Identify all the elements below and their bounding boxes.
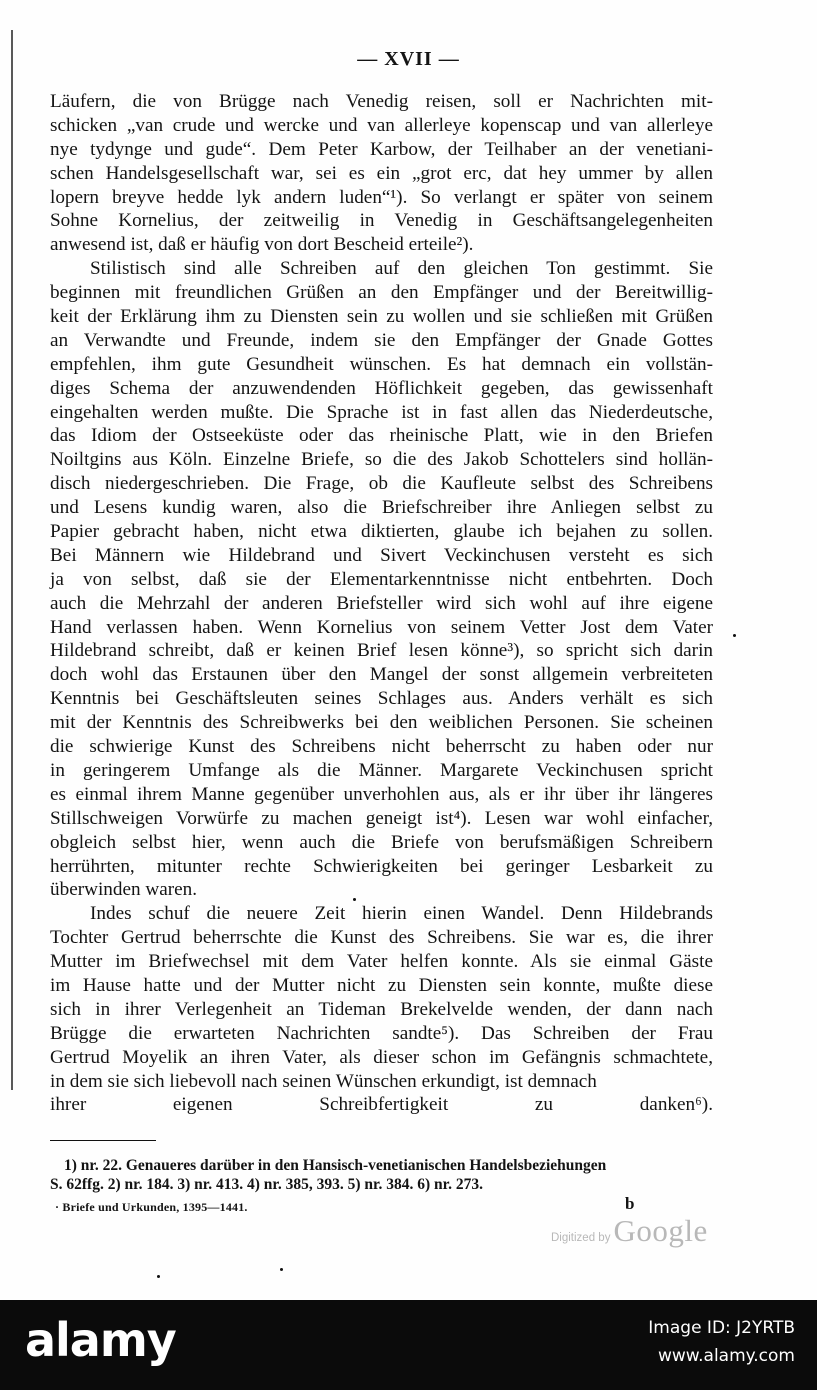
- text-line: Mutter im Briefwechsel mit dem Vater helfen konnte. Als sie einmal Gäste: [50, 951, 713, 973]
- text-line: obgleich selbst hier, wenn auch die Briefe von berufsmäßigen Schreibern: [50, 831, 713, 853]
- signature-line: · Briefe und Urkunden, 1395—1441.: [55, 1200, 248, 1214]
- text-line: Noiltgins aus Köln. Einzelne Briefe, so die des Jakob Schottelers sind hollän-: [50, 449, 713, 471]
- text-line: diges Schema der anzuwendenden Höflichkeit gegeben, das gewissenhaft: [50, 377, 713, 399]
- digitized-by-label: Digitized by: [551, 1232, 611, 1244]
- text-line: die schwierige Kunst des Schreibens nicht beherrscht zu haben oder nur: [50, 736, 713, 758]
- text-line: Hand verlassen haben. Wenn Kornelius von seinem Vetter Jost dem Vater: [50, 616, 713, 638]
- stock-url: www.alamy.com: [657, 1346, 795, 1366]
- text-line: Hildebrand schreibt, daß er keinen Brief lesen könne³), so spricht sich darin: [50, 640, 713, 662]
- text-line: empfehlen, ihm gute Gesundheit wünschen. Es hat demnach ein vollstän-: [50, 353, 713, 375]
- text-line: in geringerem Umfange als die Männer. Margarete Veckinchusen spricht: [50, 759, 713, 781]
- speck: [157, 1275, 160, 1278]
- text-line: auch die Mehrzahl der anderen Briefsteller wird sich wohl auf ihre eigene: [50, 592, 713, 614]
- text-line: lopern breyve hedde lyk andern luden“¹). So verlangt er später von seinem: [50, 186, 713, 208]
- footnote-ref: S. 62ffg.: [50, 1176, 104, 1193]
- footnote-ref: 6) nr. 273.: [417, 1176, 483, 1193]
- footnote-line: 1) nr. 22. Genaueres darüber in den Hansisch-venetianischen Handelsbeziehungen: [64, 1157, 607, 1174]
- footnote-rule: [50, 1140, 156, 1141]
- text-line: Gertrud Moyelik an ihren Vater, als dieser schon im Gefängnis schmachtete,: [50, 1046, 713, 1068]
- page-number: — XVII —: [357, 48, 460, 70]
- stock-logo: alamy: [25, 1313, 176, 1367]
- text-line: keit der Erklärung ihm zu Diensten sein zu wollen und sie schließen mit Grüßen: [50, 306, 713, 328]
- text-line: Indes schuf die neuere Zeit hierin einen Wandel. Denn Hildebrands: [90, 903, 713, 925]
- text-line: schicken „van crude und wercke und van allerleye kopenscap und van allerleye: [50, 114, 713, 136]
- body-text: [50, 90, 713, 1117]
- text-line: Sohne Kornelius, der zeitweilig in Venedig in Geschäftsangelegenheiten: [50, 210, 713, 232]
- text-line: herrührten, mitunter rechte Schwierigkeiten bei geringer Lesbarkeit zu: [50, 855, 713, 877]
- text-line: eingehalten werden mußte. Die Sprache ist in fast allen das Niederdeutsche,: [50, 401, 713, 423]
- text-line: sich in ihrer Verlegenheit an Tideman Brekelvelde wenden, der dann nach: [50, 998, 713, 1020]
- text-line: Stillschweigen Vorwürfe zu machen geneigt ist⁴). Lesen war wohl einfacher,: [50, 807, 713, 829]
- text-line: ja von selbst, daß sie der Elementarkenntnisse nicht entbehrten. Doch: [50, 568, 713, 590]
- text-line: disch niedergeschrieben. Die Frage, ob die Kaufleute selbst des Schreibens: [50, 473, 713, 495]
- text-line: an Verwandte und Freunde, indem sie den Empfänger der Gnade Gottes: [50, 329, 713, 351]
- text-line: anwesend ist, daß er häufig von dort Bescheid erteile²).: [50, 234, 474, 256]
- text-line: schen Handelsgesellschaft war, sei es ein „grot erc, dat hey ummer by allen: [50, 162, 713, 184]
- text-line: Brügge die erwarteten Nachrichten sandte⁵). Das Schreiben der Frau: [50, 1022, 713, 1044]
- text-line: mit der Kenntnis des Schreibwerks bei den weiblichen Personen. Sie scheinen: [50, 712, 713, 734]
- text-line: nye tydynge und gude“. Dem Peter Karbow, der Teilhaber an der venetiani-: [50, 138, 713, 160]
- text-line: Stilistisch sind alle Schreiben auf den gleichen Ton gestimmt. Sie: [90, 258, 713, 280]
- page-edge-shadow: [11, 30, 13, 1090]
- text-line: Tochter Gertrud beherrschte die Kunst des Schreibens. Sie war es, die ihrer: [50, 927, 713, 949]
- footnotes: [50, 1156, 715, 1194]
- footnote-line: [50, 1175, 715, 1194]
- text-line: doch wohl das Erstaunen über den Mangel der sonst allgemein verbreiteten: [50, 664, 713, 686]
- text-line: überwinden waren.: [50, 879, 198, 901]
- speck: [280, 1268, 283, 1271]
- footnote-ref: 4) nr. 385, 393.: [246, 1176, 344, 1193]
- footnote-ref: 5) nr. 384.: [347, 1176, 414, 1193]
- text-line: und Lesens kundig waren, also die Briefschreiber ihre Anliegen selbst zu: [50, 497, 713, 519]
- speck: [733, 634, 736, 637]
- signature-mark: b: [625, 1194, 635, 1213]
- footnote-ref: 3) nr. 413.: [177, 1176, 244, 1193]
- text-line: das Idiom der Ostseeküste oder das rheinische Platt, wie in den Briefen: [50, 425, 713, 447]
- text-line: in dem sie sich liebevoll nach seinen Wünschen erkundigt, ist demnach: [50, 1070, 597, 1092]
- text-line: es einmal ihrem Manne gegenüber unverhohlen aus, als er ihr über ihr längeres: [50, 783, 713, 805]
- google-wordmark: Google: [613, 1213, 708, 1248]
- text-line: Papier gebracht haben, nicht etwa diktierten, glaube ich bejahen zu sollen.: [50, 521, 713, 543]
- text-line: Läufern, die von Brügge nach Venedig reisen, soll er Nachrichten mit-: [50, 91, 713, 112]
- speck: [353, 898, 356, 901]
- text-line: ihrer eigenen Schreibfertigkeit zu danken⁶).: [50, 1094, 713, 1116]
- text-line: beginnen mit freundlichen Grüßen an den Empfänger und der Bereitwillig-: [50, 282, 713, 304]
- text-line: Bei Männern wie Hildebrand und Sivert Veckinchusen versteht es sich: [50, 544, 713, 566]
- stock-image-id: Image ID: J2YRTB: [648, 1318, 795, 1338]
- digitized-by-google-watermark: [551, 1213, 708, 1249]
- text-line: im Hause hatte und der Mutter nicht zu Diensten sein konnte, mußte diese: [50, 974, 713, 996]
- footnote-ref: 2) nr. 184.: [107, 1176, 174, 1193]
- text-line: Kenntnis bei Geschäftsleuten seines Schlages aus. Anders verhält es sich: [50, 688, 713, 710]
